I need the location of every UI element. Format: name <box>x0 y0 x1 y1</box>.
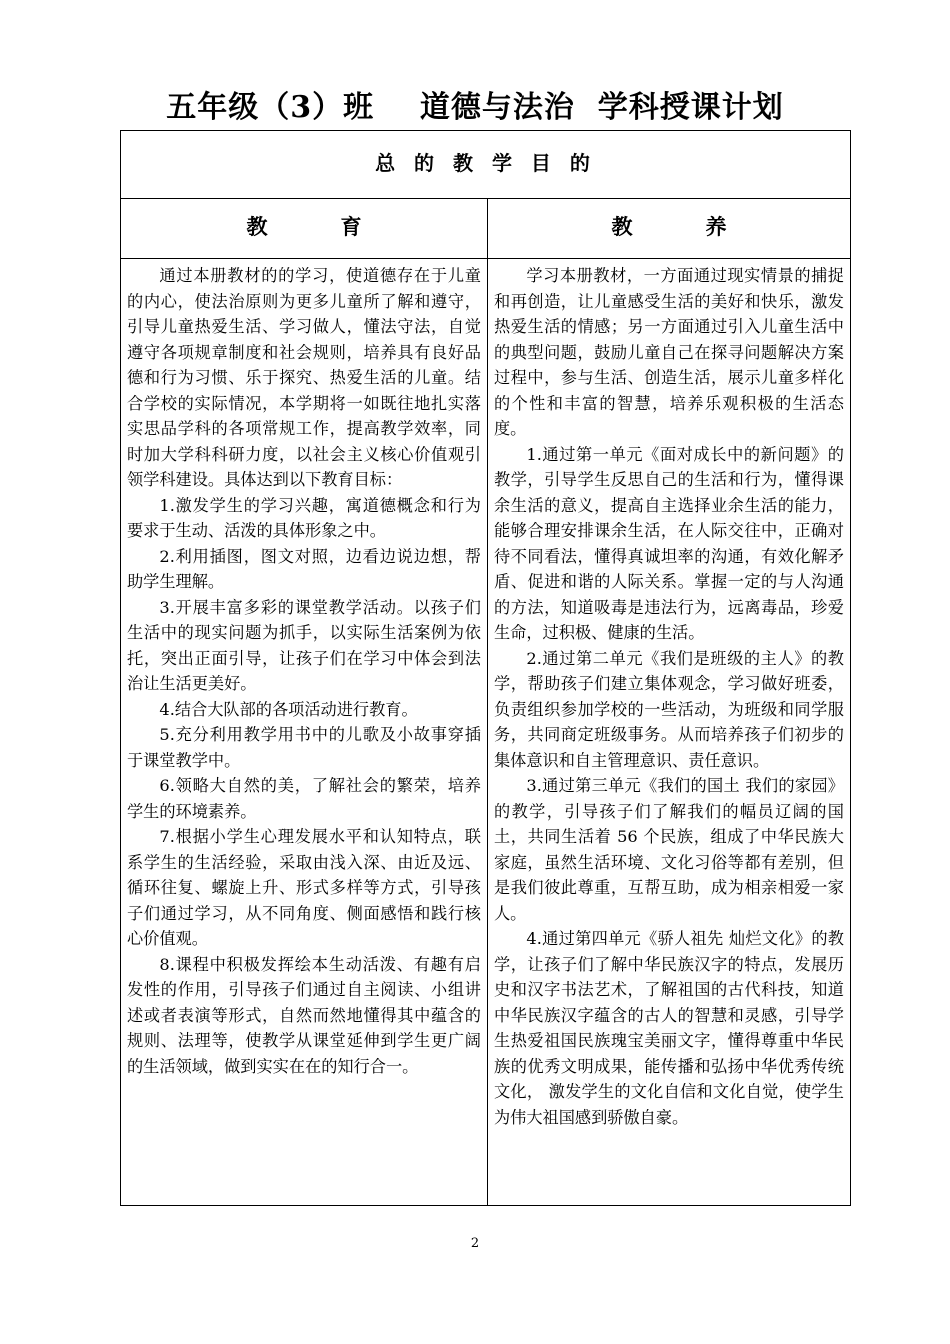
education-content-cell <box>121 259 488 1205</box>
cultivation-paragraph: 学习本册教材，一方面通过现实情景的捕捉和再创造，让儿童感受生活的美好和快乐，激发热爱生活的情感；另一方面通过引入儿童生活中的典型问题，鼓励儿童自己在探寻问题解决方案过程中，参与生活、创造生活，展示儿童多样化的个性和丰富的智慧，培养乐观积极的生活态度。 <box>494 266 844 438</box>
teaching-plan-table <box>120 130 851 1206</box>
page-title: 五年级（3）班 道德与法治 学科授课计划 <box>166 90 784 125</box>
education-paragraph: 2.利用插图，图文对照，边看边说边想，帮助学生理解。 <box>127 546 481 591</box>
page-number: 2 <box>470 1236 480 1251</box>
content-row <box>121 259 850 1205</box>
education-paragraph: 4.结合大队部的各项活动进行教育。 <box>159 699 418 719</box>
education-paragraph: 1.激发学生的学习兴趣，寓道德概念和行为要求于生动、活泼的具体形象之中。 <box>127 495 481 540</box>
cultivation-paragraph: 3.通过第三单元《我们的国土 我们的家园》的教学，引导孩子们了解我们的幅员辽阔的国土，共同生活着 56 个民族，组成了中华民族大家庭，虽然生活环境、文化习俗等都有差别，但是我们彼此尊重，互帮互助，成为相亲相爱一家人。 <box>494 776 844 923</box>
overall-objective-row <box>121 131 850 199</box>
cultivation-paragraph: 2.通过第二单元《我们是班级的主人》的教学，帮助孩子们建立集体观念，学习做好班委，负责组织参加学校的一些活动，为班级和同学服务，共同商定班级事务。从而培养孩子们初步的集体意识和自主管理意识、责任意识。 <box>494 648 844 770</box>
education-paragraph: 3.开展丰富多彩的课堂教学活动。以孩子们生活中的现实问题为抓手，以实际生活案例为依托，突出正面引导，让孩子们在学习中体会到法治让生活更美好。 <box>127 597 481 693</box>
education-column-header <box>121 199 488 258</box>
cultivation-header-label: 教 养 <box>611 214 727 239</box>
education-paragraph: 6.领略大自然的美，了解社会的繁荣，培养学生的环境素养。 <box>127 776 481 821</box>
overall-objective-heading: 总 的 教 学 目 的 <box>375 151 596 175</box>
education-paragraph: 7.根据小学生心理发展水平和认知特点，联系学生的生活经验，采取由浅入深、由近及远、循环往复、螺旋上升、形式多样等方式，引导孩子们通过学习，从不同角度、侧面感悟和践行核心价值观。 <box>127 827 481 948</box>
education-header-label: 教 育 <box>246 214 362 239</box>
education-paragraph: 8.课程中积极发挥绘本生动活泼、有趣有启发性的作用，引导孩子们通过自主阅读、小组讲述或者表演等形式，自然而然地懂得其中蕴含的规则、法理等，使教学从课堂延伸到学生更广阔的生活领域，做到实实在在的知行合一。 <box>127 954 481 1076</box>
cultivation-paragraph: 4.通过第四单元《骄人祖先 灿烂文化》的教学，让孩子们了解中华民族汉字的特点，发展历史和汉字书法艺术，了解祖国的古代科技，知道中华民族汉字蕴含的古人的智慧和灵感，引导学生热爱祖国民族瑰宝美丽文字，懂得尊重中华民族的优秀文明成果，能传播和弘扬中华优秀传统文化， 激发学生的文化自信和文化自觉，使学生为伟大祖国感到骄傲自豪。 <box>494 929 844 1127</box>
cultivation-content-cell <box>488 259 850 1205</box>
cultivation-column-header <box>488 199 850 258</box>
education-paragraph: 5.充分利用教学用书中的儿歌及小故事穿插于课堂教学中。 <box>127 725 481 770</box>
cultivation-paragraph: 1.通过第一单元《面对成长中的新问题》的教学，引导学生反思自己的生活和行为，懂得课余生活的意义，提高自主选择业余生活的能力，能够合理安排课余生活，在人际交往中，正确对待不同看法，懂得真诚坦率的沟通，有效化解矛盾、促进和谐的人际关系。掌握一定的与人沟通的方法，知道吸毒是违法行为，远离毒品，珍爱生命，过积极、健康的生活。 <box>494 444 844 642</box>
column-header-row <box>121 199 850 259</box>
education-paragraph: 通过本册教材的的学习，使道德存在于儿童的内心，使法治原则为更多儿童所了解和遵守，引导儿童热爱生活、学习做人，懂法守法，自觉遵守各项规章制度和社会规则，培养具有良好品德和行为习惯、乐于探究、热爱生活的儿童。结合学校的实际情况，本学期将一如既往地扎实落实思品学科的各项常规工作，提高教学效率，同时加大学科科研力度，以社会主义核心价值观引领学科建设。具体达到以下教育目标： <box>127 266 481 489</box>
